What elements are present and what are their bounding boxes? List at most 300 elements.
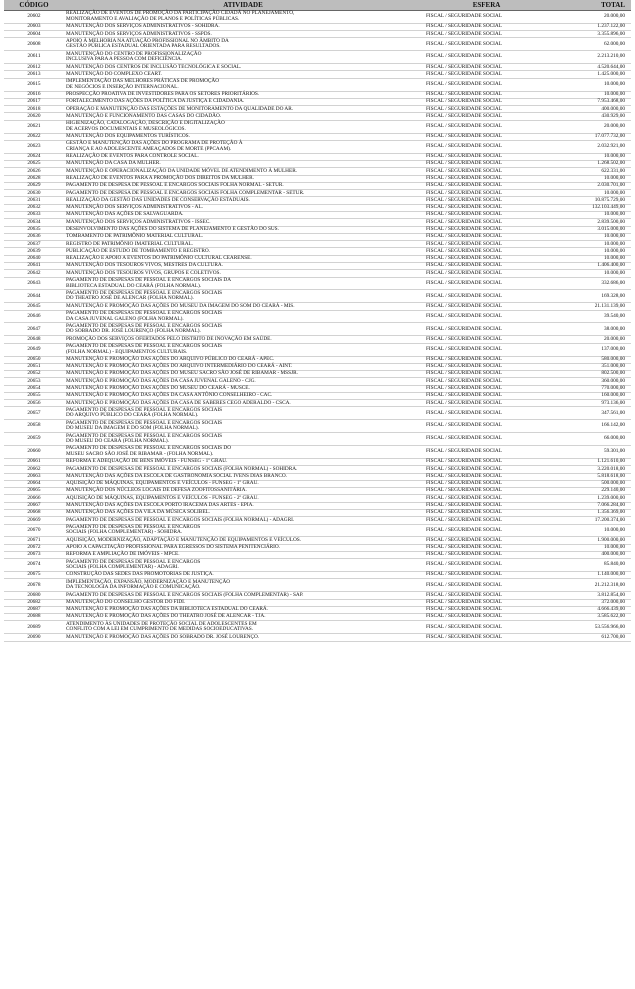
table-row — [4, 343, 631, 356]
row-code: 20618 — [4, 106, 64, 113]
header-row — [4, 0, 631, 11]
row-code: 20674 — [4, 559, 64, 572]
row-code: 20647 — [4, 323, 64, 336]
row-total: 332.686,00 — [551, 277, 631, 290]
row-code: 20690 — [4, 634, 64, 641]
row-activity: PROSPECÇÃO PROATIVA DE INVESTIDORES PARA OS SETORES PRIORITÁRIOS. — [64, 91, 422, 98]
row-activity: REGISTRO DE PATRIMÔNIO IMATERIAL CULTURAL. — [64, 241, 422, 248]
row-total: 2.032.921,00 — [551, 140, 631, 153]
row-sphere: FISCAL / SEGURIDADE SOCIAL — [422, 621, 551, 634]
table-row — [4, 277, 631, 290]
table-row — [4, 310, 631, 323]
row-total: 347.561,00 — [551, 407, 631, 420]
row-sphere: FISCAL / SEGURIDADE SOCIAL — [422, 140, 551, 153]
row-total: 400.000,00 — [551, 106, 631, 113]
row-sphere: FISCAL / SEGURIDADE SOCIAL — [422, 270, 551, 277]
row-sphere: FISCAL / SEGURIDADE SOCIAL — [422, 363, 551, 370]
row-total: 10.000,00 — [551, 190, 631, 197]
row-total: 10.000,00 — [551, 233, 631, 240]
row-sphere: FISCAL / SEGURIDADE SOCIAL — [422, 31, 551, 38]
row-total: 500.000,00 — [551, 480, 631, 487]
row-total: 3.220.018,00 — [551, 466, 631, 473]
row-code: 20651 — [4, 363, 64, 370]
row-code: 20678 — [4, 579, 64, 592]
table-row — [4, 219, 631, 226]
row-sphere: FISCAL / SEGURIDADE SOCIAL — [422, 310, 551, 323]
row-activity: PAGAMENTO DE DESPESAS DE PESSOAL E ENCARGOS SOCIAIS DO MUSEU DO CEARÁ (FOLHA NORMAL). — [64, 433, 422, 446]
table-row — [4, 466, 631, 473]
row-total: 1.239.000,00 — [551, 495, 631, 502]
row-code: 20636 — [4, 233, 64, 240]
row-total: 20.000,00 — [551, 120, 631, 133]
row-total: 580.000,00 — [551, 356, 631, 363]
row-activity: PAGAMENTO DE DESPESAS DE PESSOAL E ENCARGOS SOCIAIS (FOLHA COMPLEMENTAR) - ADAGRI. — [64, 559, 422, 572]
row-code: 20675 — [4, 572, 64, 579]
table-row — [4, 433, 631, 446]
row-code: 20635 — [4, 226, 64, 233]
table-row — [4, 509, 631, 516]
row-activity: HIGIENIZAÇÃO, CATALOGAÇÃO, DESCRIÇÃO E DIGITALIZAÇÃO DE ACERVOS DOCUMENTAIS E MUSEOLÓGICOS. — [64, 120, 422, 133]
table-row — [4, 31, 631, 38]
row-sphere: FISCAL / SEGURIDADE SOCIAL — [422, 78, 551, 91]
row-total: 39.540,00 — [551, 310, 631, 323]
row-total: 10.000,00 — [551, 248, 631, 255]
table-row — [4, 634, 631, 641]
table-row — [4, 371, 631, 378]
table-row — [4, 106, 631, 113]
row-total: 10.000,00 — [551, 153, 631, 160]
table-row — [4, 559, 631, 572]
row-sphere: FISCAL / SEGURIDADE SOCIAL — [422, 190, 551, 197]
row-total: 10.000,00 — [551, 78, 631, 91]
row-sphere: FISCAL / SEGURIDADE SOCIAL — [422, 64, 551, 71]
row-code: 20644 — [4, 290, 64, 303]
row-code: 20621 — [4, 120, 64, 133]
row-code: 20664 — [4, 480, 64, 487]
row-sphere: FISCAL / SEGURIDADE SOCIAL — [422, 91, 551, 98]
row-sphere: FISCAL / SEGURIDADE SOCIAL — [422, 98, 551, 105]
row-activity: MANUTENÇÃO DOS EQUIPAMENTOS TURÍSTICOS. — [64, 133, 422, 140]
row-total: 1.356.369,00 — [551, 509, 631, 516]
row-code: 20687 — [4, 606, 64, 613]
row-activity: MANUTENÇÃO E PROMOÇÃO DAS AÇÕES DA CASA DE SABERES CEGO ADERALDO - CSCA. — [64, 400, 422, 407]
table-row — [4, 621, 631, 634]
row-sphere: FISCAL / SEGURIDADE SOCIAL — [422, 38, 551, 51]
row-code: 20672 — [4, 544, 64, 551]
row-total: 160.000,00 — [551, 392, 631, 399]
row-activity: AQUISIÇÃO DE MÁQUINAS, EQUIPAMENTOS E VEÍCULOS - FUNSEG - 2º GRAU. — [64, 495, 422, 502]
row-sphere: FISCAL / SEGURIDADE SOCIAL — [422, 120, 551, 133]
row-activity: PAGAMENTO DE DESPESAS DE PESSOAL E ENCARGOS SOCIAIS (FOLHA NORMAL) - SOHIDRA. — [64, 466, 422, 473]
row-sphere: FISCAL / SEGURIDADE SOCIAL — [422, 371, 551, 378]
row-sphere: FISCAL / SEGURIDADE SOCIAL — [422, 458, 551, 465]
table-row — [4, 241, 631, 248]
table-row — [4, 290, 631, 303]
table-row — [4, 51, 631, 64]
row-activity: TOMBAMENTO DE PATRIMÔNIO MATERIAL CULTURAL. — [64, 233, 422, 240]
row-activity: MANUTENÇÃO DOS SERVIÇOS ADMINISTRATIVOS - ISSEC. — [64, 219, 422, 226]
row-total: 53.556.966,00 — [551, 621, 631, 634]
row-code: 20632 — [4, 204, 64, 211]
row-activity: GESTÃO E MANUTENÇÃO DAS AÇÕES DO PROGRAMA DE PROTEÇÃO À CRIANÇA E AO ADOLESCENTE AMEAÇADOS DE MORTE (PPCAAM). — [64, 140, 422, 153]
row-code: 20663 — [4, 473, 64, 480]
row-activity: MANUTENÇÃO DO CONSELHO GESTOR DO FIDI. — [64, 599, 422, 606]
row-sphere: FISCAL / SEGURIDADE SOCIAL — [422, 385, 551, 392]
row-activity: MANUTENÇÃO DAS AÇÕES DA VILA DA MÚSICA SOLIBEL. — [64, 509, 422, 516]
row-code: 20624 — [4, 153, 64, 160]
row-activity: PAGAMENTO DE DESPESAS DE PESSOAL E ENCARGOS SOCIAIS (FOLHA NORMAL) - ADAGRI. — [64, 517, 422, 524]
row-activity: PAGAMENTO DE DESPESAS DE PESSOAL E ENCARGOS SOCIAIS DO THEATRO JOSÉ DE ALENCAR (FOLHA NORMAL). — [64, 290, 422, 303]
table-row — [4, 420, 631, 433]
row-sphere: FISCAL / SEGURIDADE SOCIAL — [422, 175, 551, 182]
table-row — [4, 212, 631, 219]
row-activity: MANUTENÇÃO E PROMOÇÃO DAS AÇÕES DO MUSEU DO CEARÁ - MUSCE. — [64, 385, 422, 392]
row-activity: OPERAÇÃO E MANUTENÇÃO DAS ESTAÇÕES DE MONITORAMENTO DA QUALIDADE DO AR. — [64, 106, 422, 113]
row-code: 20682 — [4, 599, 64, 606]
row-total: 169.328,00 — [551, 290, 631, 303]
row-code: 20613 — [4, 71, 64, 78]
row-activity: CONSTRUÇÃO DAS SEDES DAS PROMOTORIAS DE JUSTIÇA. — [64, 572, 422, 579]
row-sphere: FISCAL / SEGURIDADE SOCIAL — [422, 106, 551, 113]
table-row — [4, 78, 631, 91]
row-sphere: FISCAL / SEGURIDADE SOCIAL — [422, 466, 551, 473]
table-row — [4, 233, 631, 240]
row-total: 229.140,00 — [551, 488, 631, 495]
row-total: 10.000,00 — [551, 91, 631, 98]
row-sphere: FISCAL / SEGURIDADE SOCIAL — [422, 182, 551, 189]
row-activity: MANUTENÇÃO E PROMOÇÃO DAS AÇÕES DO ARQUIVO PÚBLICO DO CEARÁ - APEC. — [64, 356, 422, 363]
row-sphere: FISCAL / SEGURIDADE SOCIAL — [422, 168, 551, 175]
row-sphere: FISCAL / SEGURIDADE SOCIAL — [422, 480, 551, 487]
row-activity: DESENVOLVIMENTO DAS AÇÕES DO SISTEMA DE PLANEJAMENTO E GESTÃO DO SUS. — [64, 226, 422, 233]
row-sphere: FISCAL / SEGURIDADE SOCIAL — [422, 356, 551, 363]
row-sphere: FISCAL / SEGURIDADE SOCIAL — [422, 71, 551, 78]
row-activity: PAGAMENTO DE DESPESAS DE PESSOAL E ENCARGOS SOCIAIS DO MUSEU DA IMAGEM E DO SOM (FOLHA NORMAL). — [64, 420, 422, 433]
row-code: 20654 — [4, 385, 64, 392]
row-sphere: FISCAL / SEGURIDADE SOCIAL — [422, 197, 551, 204]
row-total: 372.000,00 — [551, 599, 631, 606]
row-code: 20661 — [4, 458, 64, 465]
header-total: TOTAL — [551, 0, 631, 11]
row-total: 20.000,00 — [551, 336, 631, 343]
row-sphere: FISCAL / SEGURIDADE SOCIAL — [422, 537, 551, 544]
row-code: 20680 — [4, 592, 64, 599]
row-activity: MANUTENÇÃO DOS TESOUROS VIVOS, GRUPOS E COLETIVOS. — [64, 270, 422, 277]
row-sphere: FISCAL / SEGURIDADE SOCIAL — [422, 113, 551, 120]
row-code: 20603 — [4, 23, 64, 30]
row-sphere: FISCAL / SEGURIDADE SOCIAL — [422, 263, 551, 270]
row-activity: MANUTENÇÃO DOS SERVIÇOS ADMINISTRATIVOS - SOHIDRA. — [64, 23, 422, 30]
row-activity: MANUTENÇÃO DOS SERVIÇOS ADMINISTRATIVOS - AL. — [64, 204, 422, 211]
row-code: 20604 — [4, 31, 64, 38]
row-sphere: FISCAL / SEGURIDADE SOCIAL — [422, 502, 551, 509]
row-activity: PAGAMENTO DE DESPESA DE PESSOAL E ENCARGOS SOCIAIS FOLHA NORMAL - SETUR. — [64, 182, 422, 189]
row-activity: MANUTENÇÃO E FUNCIONAMENTO DAS CASAS DO CIDADÃO. — [64, 113, 422, 120]
row-activity: MANUTENÇÃO E OPERACIONALIZAÇÃO DA UNIDADE MÓVEL DE ATENDIMENTO À MULHER. — [64, 168, 422, 175]
row-code: 20655 — [4, 392, 64, 399]
row-activity: MANUTENÇÃO DOS SERVIÇOS ADMINISTRATIVOS - SSPDS. — [64, 31, 422, 38]
row-code: 20602 — [4, 11, 64, 24]
row-total: 20.000,00 — [551, 11, 631, 24]
row-total: 10.000,00 — [551, 241, 631, 248]
row-code: 20622 — [4, 133, 64, 140]
budget-table — [4, 0, 631, 642]
row-activity: MANUTENÇÃO E PROMOÇÃO DAS AÇÕES DA CASA JUVENAL GALENO - CJG. — [64, 378, 422, 385]
row-sphere: FISCAL / SEGURIDADE SOCIAL — [422, 277, 551, 290]
row-code: 20615 — [4, 78, 64, 91]
row-activity: REFORMA E AMPLIAÇÃO DE IMÓVEIS - MPCE. — [64, 551, 422, 558]
table-row — [4, 270, 631, 277]
row-total: 17.077.732,00 — [551, 133, 631, 140]
row-sphere: FISCAL / SEGURIDADE SOCIAL — [422, 241, 551, 248]
table-row — [4, 517, 631, 524]
row-total: 2.213.210,00 — [551, 51, 631, 64]
row-code: 20612 — [4, 64, 64, 71]
row-activity: PAGAMENTO DE DESPESAS DE PESSOAL E ENCARGOS SOCIAIS (FOLHA COMPLEMENTAR) - SOHIDRA. — [64, 524, 422, 537]
row-code: 20648 — [4, 336, 64, 343]
row-sphere: FISCAL / SEGURIDADE SOCIAL — [422, 420, 551, 433]
row-total: 166.142,00 — [551, 420, 631, 433]
row-sphere: FISCAL / SEGURIDADE SOCIAL — [422, 23, 551, 30]
row-total: 85.840,00 — [551, 559, 631, 572]
row-sphere: FISCAL / SEGURIDADE SOCIAL — [422, 212, 551, 219]
row-code: 20657 — [4, 407, 64, 420]
row-code: 20634 — [4, 219, 64, 226]
row-activity: FORTALECIMENTO DAS AÇÕES DA POLÍTICA DA JUSTIÇA E CIDADANIA. — [64, 98, 422, 105]
row-activity: PAGAMENTO DE DESPESAS DE PESSOAL E ENCARGOS SOCIAIS DO ARQUIVO PÚBLICO DO CEARÁ (FOLHA NORMAL). — [64, 407, 422, 420]
row-sphere: FISCAL / SEGURIDADE SOCIAL — [422, 559, 551, 572]
row-code: 20629 — [4, 182, 64, 189]
table-row — [4, 400, 631, 407]
row-total: 1.900.000,00 — [551, 537, 631, 544]
row-sphere: FISCAL / SEGURIDADE SOCIAL — [422, 233, 551, 240]
row-sphere: FISCAL / SEGURIDADE SOCIAL — [422, 204, 551, 211]
row-total: 3.355.896,00 — [551, 31, 631, 38]
row-sphere: FISCAL / SEGURIDADE SOCIAL — [422, 378, 551, 385]
table-row — [4, 38, 631, 51]
row-activity: IMPLEMENTAÇÃO, EXPANSÃO, MODERNIZAÇÃO E MANUTENÇÃO DA TECNOLOGIA DA INFORMAÇÃO E COMUNICAÇÃO. — [64, 579, 422, 592]
row-activity: ATENDIMENTO ÀS UNIDADES DE PROTEÇÃO SOCIAL DE ADOLESCENTES EM CONFLITO COM A LEI EM CUMPRIMENTO DE MEDIDAS SOCIOEDUCATIVAS. — [64, 621, 422, 634]
row-sphere: FISCAL / SEGURIDADE SOCIAL — [422, 219, 551, 226]
row-total: 802.500,00 — [551, 371, 631, 378]
row-sphere: FISCAL / SEGURIDADE SOCIAL — [422, 255, 551, 262]
row-sphere: FISCAL / SEGURIDADE SOCIAL — [422, 303, 551, 310]
table-row — [4, 303, 631, 310]
row-sphere: FISCAL / SEGURIDADE SOCIAL — [422, 248, 551, 255]
table-row — [4, 488, 631, 495]
row-total: 360.000,00 — [551, 378, 631, 385]
row-code: 20667 — [4, 502, 64, 509]
row-activity: MANUTENÇÃO DA CASA DA MULHER. — [64, 161, 422, 168]
table-row — [4, 263, 631, 270]
table-row — [4, 551, 631, 558]
row-total: 62.000,00 — [551, 38, 631, 51]
row-sphere: FISCAL / SEGURIDADE SOCIAL — [422, 11, 551, 24]
row-code: 20662 — [4, 466, 64, 473]
row-code: 20640 — [4, 255, 64, 262]
row-total: 2.839.500,00 — [551, 219, 631, 226]
row-activity: REALIZAÇÃO DA GESTÃO DAS UNIDADES DE CONSERVAÇÃO ESTADUAIS. — [64, 197, 422, 204]
row-sphere: FISCAL / SEGURIDADE SOCIAL — [422, 343, 551, 356]
row-sphere: FISCAL / SEGURIDADE SOCIAL — [422, 488, 551, 495]
table-row — [4, 592, 631, 599]
row-code: 20649 — [4, 343, 64, 356]
row-activity: REALIZAÇÃO DE EVENTOS PARA CONTROLE SOCIAL. — [64, 153, 422, 160]
row-total: 3.015.000,00 — [551, 226, 631, 233]
row-total: 7.953.468,00 — [551, 98, 631, 105]
row-sphere: FISCAL / SEGURIDADE SOCIAL — [422, 226, 551, 233]
row-code: 20670 — [4, 524, 64, 537]
row-sphere: FISCAL / SEGURIDADE SOCIAL — [422, 495, 551, 502]
row-total: 1.425.000,00 — [551, 71, 631, 78]
row-total: 770.000,00 — [551, 385, 631, 392]
row-sphere: FISCAL / SEGURIDADE SOCIAL — [422, 290, 551, 303]
row-code: 20631 — [4, 197, 64, 204]
row-sphere: FISCAL / SEGURIDADE SOCIAL — [422, 572, 551, 579]
table-row — [4, 579, 631, 592]
row-activity: PAGAMENTO DE DESPESA DE PESSOAL E ENCARGOS SOCIAIS FOLHA COMPLEMENTAR - SETUR. — [64, 190, 422, 197]
row-sphere: FISCAL / SEGURIDADE SOCIAL — [422, 407, 551, 420]
row-total: 3.585.622,00 — [551, 614, 631, 621]
row-total: 351.000,00 — [551, 363, 631, 370]
row-sphere: FISCAL / SEGURIDADE SOCIAL — [422, 524, 551, 537]
row-code: 20645 — [4, 303, 64, 310]
row-total: 1.406.400,00 — [551, 263, 631, 270]
table-body — [4, 11, 631, 642]
row-sphere: FISCAL / SEGURIDADE SOCIAL — [422, 634, 551, 641]
header-code: CÓDIGO — [4, 0, 64, 11]
row-sphere: FISCAL / SEGURIDADE SOCIAL — [422, 509, 551, 516]
row-code: 20656 — [4, 400, 64, 407]
row-sphere: FISCAL / SEGURIDADE SOCIAL — [422, 544, 551, 551]
row-code: 20616 — [4, 91, 64, 98]
row-total: 1.121.610,00 — [551, 458, 631, 465]
row-sphere: FISCAL / SEGURIDADE SOCIAL — [422, 323, 551, 336]
row-total: 10.000,00 — [551, 212, 631, 219]
row-total: 7.066.284,00 — [551, 502, 631, 509]
row-activity: AQUISIÇÃO DE MÁQUINAS, EQUIPAMENTOS E VEÍCULOS - FUNSEG - 1º GRAU. — [64, 480, 422, 487]
row-sphere: FISCAL / SEGURIDADE SOCIAL — [422, 153, 551, 160]
row-total: 17.200.374,00 — [551, 517, 631, 524]
table-row — [4, 64, 631, 71]
table-row — [4, 524, 631, 537]
row-code: 20625 — [4, 161, 64, 168]
row-activity: MANUTENÇÃO DO CENTRO DE PROFISSIONALIZAÇÃO INCLUSIVA PARA A PESSOA COM DEFICIÊNCIA. — [64, 51, 422, 64]
row-code: 20639 — [4, 248, 64, 255]
row-sphere: FISCAL / SEGURIDADE SOCIAL — [422, 161, 551, 168]
table-row — [4, 392, 631, 399]
row-activity: PAGAMENTO DE DESPESAS DE PESSOAL E ENCARGOS SOCIAIS DA BIBLIOTECA ESTADUAL DO CEARÁ (FOLHA NORMAL). — [64, 277, 422, 290]
row-sphere: FISCAL / SEGURIDADE SOCIAL — [422, 551, 551, 558]
row-activity: MANUTENÇÃO E PROMOÇÃO DAS AÇÕES DO MUSEU DA IMAGEM DO SOM DO CEARÁ - MIS. — [64, 303, 422, 310]
row-sphere: FISCAL / SEGURIDADE SOCIAL — [422, 614, 551, 621]
row-activity: PAGAMENTO DE DESPESAS DE PESSOAL E ENCARGOS SOCIAIS DO SOBRADO DR. JOSÉ LOURENÇO (FOLHA NORMAL). — [64, 323, 422, 336]
row-sphere: FISCAL / SEGURIDADE SOCIAL — [422, 592, 551, 599]
row-total: 1.237.122,00 — [551, 23, 631, 30]
row-sphere: FISCAL / SEGURIDADE SOCIAL — [422, 400, 551, 407]
table-row — [4, 323, 631, 336]
row-activity: APOIO À MELHORIA NA ATUAÇÃO PROFISSIONAL NO ÂMBITO DA GESTÃO PÚBLICA ESTADUAL ORIENTADA PARA RESULTADOS. — [64, 38, 422, 51]
row-activity: PROMOÇÃO DOS SERVIÇOS OFERTADOS PELO DISTRITO DE INOVAÇÃO EM SAÚDE. — [64, 336, 422, 343]
row-total: 430.929,00 — [551, 113, 631, 120]
row-code: 20633 — [4, 212, 64, 219]
header-sphere: ESFERA — [422, 0, 551, 11]
row-total: 400.000,00 — [551, 551, 631, 558]
header-activity: ATIVIDADE — [64, 0, 422, 11]
row-activity: MANUTENÇÃO DO COMPLEXO CEART. — [64, 71, 422, 78]
row-code: 20668 — [4, 509, 64, 516]
row-total: 38.000,00 — [551, 323, 631, 336]
table-header — [4, 0, 631, 11]
row-sphere: FISCAL / SEGURIDADE SOCIAL — [422, 579, 551, 592]
row-total: 612.700,00 — [551, 634, 631, 641]
row-activity: AQUISIÇÃO, MODERNIZAÇÃO, ADAPTAÇÃO E MANUTENÇÃO DE EQUIPAMENTOS E VEÍCULOS. — [64, 537, 422, 544]
row-total: 10.000,00 — [551, 544, 631, 551]
row-sphere: FISCAL / SEGURIDADE SOCIAL — [422, 446, 551, 459]
row-total: 2.030.701,00 — [551, 182, 631, 189]
row-sphere: FISCAL / SEGURIDADE SOCIAL — [422, 133, 551, 140]
row-code: 20611 — [4, 51, 64, 64]
row-total: 21.212.318,00 — [551, 579, 631, 592]
table-row — [4, 458, 631, 465]
row-activity: REFORMA E ADEQUAÇÃO DE BENS IMÓVEIS - FUNSEG - 1º GRAU. — [64, 458, 422, 465]
row-activity: MANUTENÇÃO DOS NÚCLEOS LOCAIS DE DEFESA ZOOFITOSSANITÁRIA. — [64, 488, 422, 495]
row-activity: REALIZAÇÃO DE EVENTOS DE PROMOÇÃO DA PARTICIPAÇÃO CIDADÃ NO PLANEJAMENTO, MONITORAMENTO E AVALIAÇÃO DE PLANOS E POLÍTICAS PÚBLICAS. — [64, 11, 422, 24]
row-sphere: FISCAL / SEGURIDADE SOCIAL — [422, 336, 551, 343]
row-code: 20637 — [4, 241, 64, 248]
table-row — [4, 161, 631, 168]
row-activity: MANUTENÇÃO DAS AÇÕES DE SALVAGUARDA. — [64, 212, 422, 219]
row-activity: MANUTENÇÃO DAS AÇÕES DA ESCOLA DE GASTRONOMIA SOCIAL IVENS DIAS BRANCO. — [64, 473, 422, 480]
row-activity: REALIZAÇÃO E APOIO A EVENTOS DO PATRIMÔNIO CULTURAL CEARENSE. — [64, 255, 422, 262]
row-code: 20652 — [4, 371, 64, 378]
row-code: 20642 — [4, 270, 64, 277]
row-sphere: FISCAL / SEGURIDADE SOCIAL — [422, 517, 551, 524]
table-row — [4, 11, 631, 24]
row-code: 20626 — [4, 168, 64, 175]
row-code: 20620 — [4, 113, 64, 120]
row-total: 4.666.439,00 — [551, 606, 631, 613]
row-activity: MANUTENÇÃO E PROMOÇÃO DAS AÇÕES DO ARQUIVO INTERMEDIÁRIO DO CEARÁ - AINT. — [64, 363, 422, 370]
row-total: 10.000,00 — [551, 270, 631, 277]
row-code: 20689 — [4, 621, 64, 634]
row-activity: PAGAMENTO DE DESPESAS DE PESSOAL E ENCARGOS SOCIAIS (FOLHA NORMAL) - EQUIPAMENTOS CULTURAIS. — [64, 343, 422, 356]
table-row — [4, 446, 631, 459]
row-sphere: FISCAL / SEGURIDADE SOCIAL — [422, 599, 551, 606]
table-row — [4, 614, 631, 621]
row-sphere: FISCAL / SEGURIDADE SOCIAL — [422, 392, 551, 399]
row-total: 137.000,00 — [551, 343, 631, 356]
row-total: 973.136,00 — [551, 400, 631, 407]
row-code: 20673 — [4, 551, 64, 558]
table-row — [4, 120, 631, 133]
row-total: 10.875.729,00 — [551, 197, 631, 204]
row-activity: MANUTENÇÃO DAS AÇÕES DA ESCOLA PORTO IRACEMA DAS ARTES - EPIA. — [64, 502, 422, 509]
row-activity: IMPLEMENTAÇÃO DAS MELHORES PRÁTICAS DE PROMOÇÃO DE NEGÓCIOS E INSERÇÃO INTERNACIONAL. — [64, 78, 422, 91]
row-activity: MANUTENÇÃO DOS CENTROS DE INCLUSÃO TECNOLÓGICA E SOCIAL. — [64, 64, 422, 71]
row-activity: PAGAMENTO DE DESPESAS DE PESSOAL E ENCARGOS SOCIAIS (FOLHA COMPLEMENTAR) - SAP. — [64, 592, 422, 599]
row-activity: PUBLICAÇÃO DE ESTUDO DE TOMBAMENTO E REGISTRO. — [64, 248, 422, 255]
table-row — [4, 190, 631, 197]
row-total: 1.268.502,00 — [551, 161, 631, 168]
row-code: 20653 — [4, 378, 64, 385]
row-total: 1.140.000,00 — [551, 572, 631, 579]
row-code: 20665 — [4, 488, 64, 495]
row-total: 59.301,00 — [551, 446, 631, 459]
row-total: 622.331,00 — [551, 168, 631, 175]
row-total: 10.000,00 — [551, 255, 631, 262]
row-sphere: FISCAL / SEGURIDADE SOCIAL — [422, 606, 551, 613]
